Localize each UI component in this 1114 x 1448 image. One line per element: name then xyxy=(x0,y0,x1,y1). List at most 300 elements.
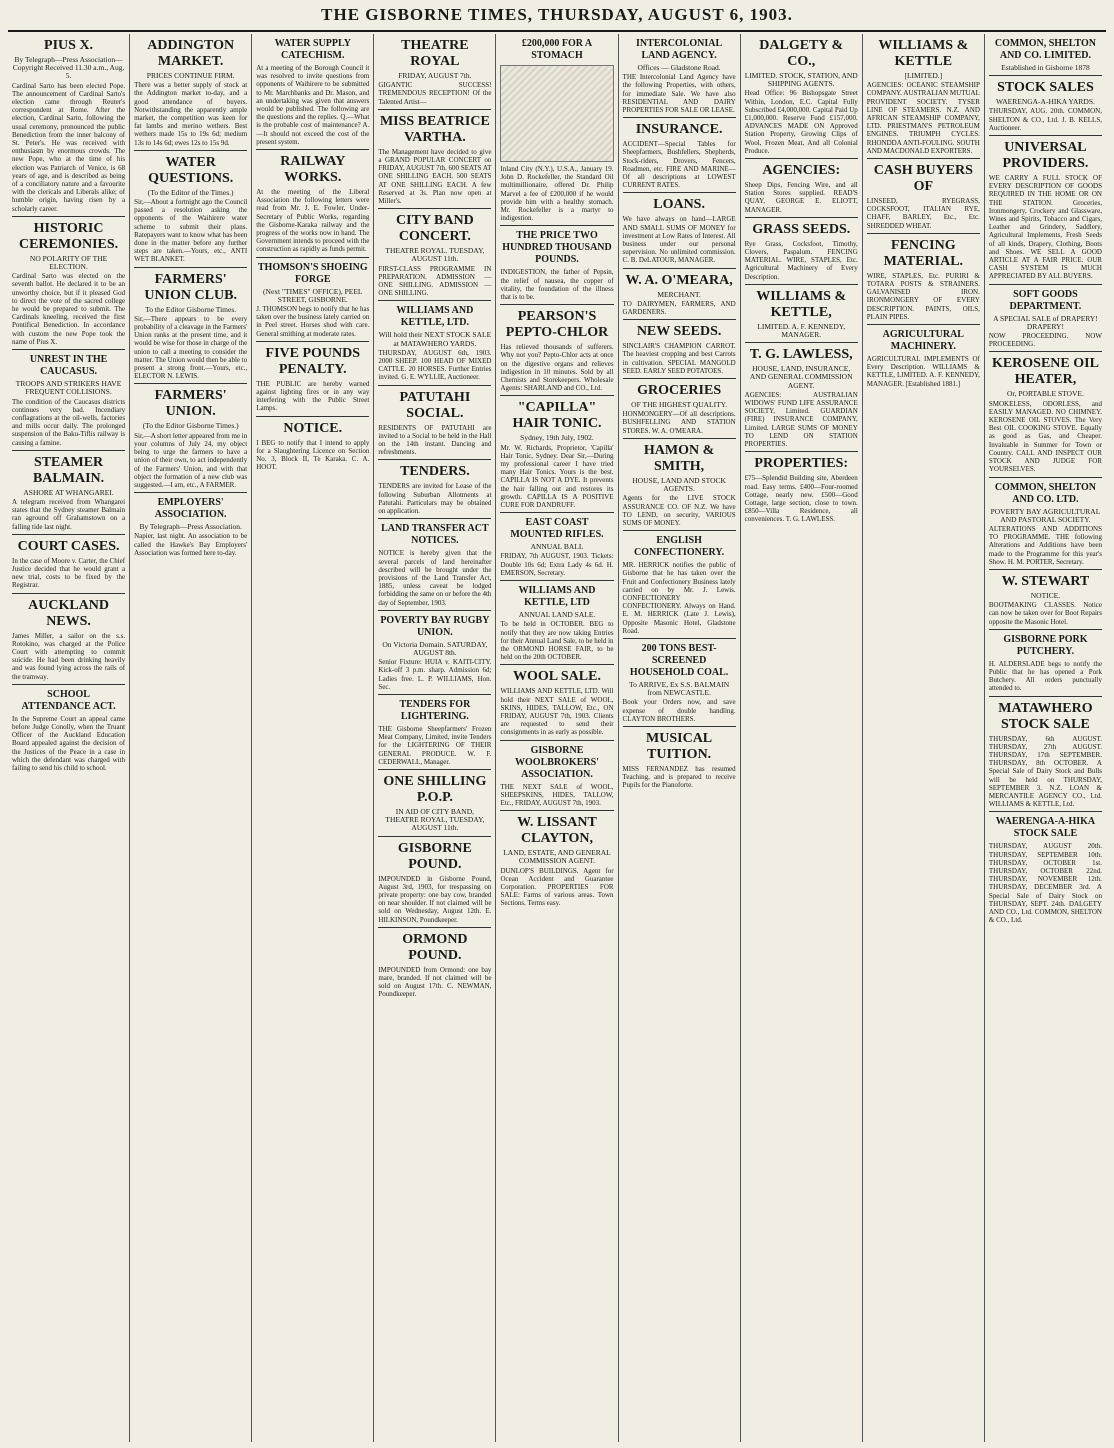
article-separator xyxy=(989,569,1102,570)
article-body: IMPOUNDED from Ormond: one bay mare, branded. If not claimed will be sold on August 17th. C. NEWMAN, Poundkeeper. xyxy=(378,965,492,999)
article-heading: GROCERIES xyxy=(637,383,722,399)
article xyxy=(12,534,125,590)
article xyxy=(500,512,613,577)
article-body: James Miller, a sailor on the s.s. Rotokino, was charged at the Police Court with attempting to commit suicide. He had been drinking heavily and was found lying across the rails of the tramway. xyxy=(12,631,126,681)
article-separator xyxy=(12,593,125,594)
article xyxy=(989,75,1102,132)
article xyxy=(500,740,613,808)
article xyxy=(989,284,1102,349)
article-separator xyxy=(378,927,491,928)
column-3 xyxy=(252,34,374,1442)
article xyxy=(134,383,247,489)
article-heading: 200 TONS BEST-SCREENED HOUSEHOLD COAL. xyxy=(629,642,729,678)
article-heading: PIUS X. xyxy=(44,38,94,53)
article-separator xyxy=(623,268,736,269)
article-body: GIGANTIC SUCCESS! TREMENDOUS RECEPTION! Of the Talented Artist— xyxy=(378,81,492,106)
article xyxy=(500,580,613,661)
article-body: THE Gisborne Sheepfarmers' Frozen Meat Company, Limited, invite Tenders for the LIGHTERING OF THEIR GENERAL PRODUCE. W. F. CEDERWALL, Manager. xyxy=(378,724,492,766)
column-4 xyxy=(374,34,496,1442)
article-heading: ADDINGTON MARKET. xyxy=(147,38,235,69)
article-separator xyxy=(500,810,613,811)
article-body: WILLIAMS AND KETTLE, LTD. Will hold their NEXT SALE of WOOL, SKINS, HIDES, TALLOW, Etc., ON FRIDAY, AUGUST 7th, 1903. Clients are requested to send their consignments in as early as possible. xyxy=(500,687,614,737)
article-body: SMOKELESS, ODORLESS, and EASILY MANAGED. NO CHIMNEY. KEROSENE OIL STOVES. The Very Best OIL COOKING STOVE. Equally as good as Gas, and Cheaper. Invaluable in Summer for Town or Country. CALL AND INSPECT OUR STOCK AND JUDGE FOR YOURSELVES. xyxy=(988,399,1102,474)
article xyxy=(867,38,980,155)
article-heading: INSURANCE. xyxy=(635,122,723,138)
article xyxy=(12,216,125,346)
article-separator xyxy=(378,610,491,611)
article-subheading: PRICES CONTINUE FIRM. xyxy=(146,71,235,80)
article-separator xyxy=(745,451,858,452)
article xyxy=(745,38,858,155)
article-separator xyxy=(745,284,858,285)
article xyxy=(378,109,491,205)
article-body: TENDERS are invited for Lease of the following Suburban Allotments at Patutahi. Particulars may be obtained on application. xyxy=(378,482,492,516)
article-subheading: Sydney, 19th July, 1902. xyxy=(520,433,594,443)
article-separator xyxy=(378,385,491,386)
article-heading: SOFT GOODS DEPARTMENT. xyxy=(1009,288,1082,312)
article-heading: POVERTY BAY RUGBY UNION. xyxy=(380,614,490,638)
article-heading: EMPLOYERS' ASSOCIATION. xyxy=(154,497,227,521)
article xyxy=(623,192,736,264)
article-subheading: LAND, ESTATE, AND GENERAL COMMISSION AGENT. xyxy=(503,848,611,866)
article xyxy=(989,569,1102,626)
article-body: DUNLOP'S BUILDINGS. Agent for Ocean Accident and Guarantee Corporation. PROPERTIES FOR SALE: Farms of various areas. Town Sections. Terms easy. xyxy=(500,866,614,908)
article-heading: WATER SUPPLY CATECHISM. xyxy=(274,38,351,61)
article-heading: FARMERS' UNION. xyxy=(154,388,227,420)
article-subheading: OF THE HIGHEST QUALITY. xyxy=(631,400,728,410)
article-heading: PEARSON'S PEPTO-CHLOR xyxy=(505,309,609,341)
article xyxy=(378,300,491,381)
article-heading: ORMOND POUND. xyxy=(402,931,468,963)
article xyxy=(989,696,1102,809)
article-separator xyxy=(500,395,613,396)
article-heading: MUSICAL TUITION. xyxy=(646,730,713,762)
article-body: Inland City (N.Y.), U.S.A., January 19. John D. Rockefeller, the Standard Oil multimillionaire, offered Dr. Philip Marvel a fee of £200,000 if he would provide him with a healthy stomach. Mr. Rockefeller is a martyr to indigestion. xyxy=(500,165,614,223)
article-body: To be held in OCTOBER. BEG to notify that they are now taking Entries for their Annual Land Sale, to be held in the ORMOND HORSE FAIR, to be held on the 20th OCTOBER. xyxy=(500,620,614,662)
article-subheading: By Telegraph—Press Association. xyxy=(139,522,242,532)
article-subheading: Or, PORTABLE STOVE. xyxy=(1007,389,1084,399)
article-separator xyxy=(378,769,491,770)
article-heading: INTERCOLONIAL LAND AGENCY. xyxy=(636,38,723,61)
article-separator xyxy=(378,300,491,301)
article-heading: MISS BEATRICE VARTHA. xyxy=(379,113,490,145)
article-subheading: LIMITED. A. F. KENNEDY, MANAGER. xyxy=(757,321,846,340)
article-separator xyxy=(623,192,736,193)
article xyxy=(378,208,491,297)
article-body: MISS FERNANDEZ has resumed Teaching, and is prepared to receive Pupils for the Pianoforte. xyxy=(622,764,736,790)
article-heading: ENGLISH CONFECTIONERY. xyxy=(634,535,725,559)
article-heading: CITY BAND CONCERT. xyxy=(396,213,474,245)
article-heading: FARMERS' UNION CLUB. xyxy=(144,271,237,303)
article-separator xyxy=(12,349,125,350)
column-2 xyxy=(130,34,252,1442)
article xyxy=(989,135,1102,281)
column-9 xyxy=(985,34,1106,1442)
article-heading: WILLIAMS & KETTLE xyxy=(878,38,969,69)
article-subheading: HOUSE, LAND, INSURANCE, AND GENERAL COMMISSION AGENT. xyxy=(749,364,853,390)
article-heading: AGRICULTURAL MACHINERY. xyxy=(882,329,964,353)
article-body: The condition of the Caucasus districts continues very bad. Incendiary conflagrations at the oil-wells, factories and mills occur daily. The prolonged suspension of the Baku-Tiflis railway is causing a famine. xyxy=(12,397,126,447)
article-heading: WOOL SALE. xyxy=(513,669,601,685)
article-separator xyxy=(867,324,980,325)
article-body: Agents for the LIVE STOCK ASSURANCE CO. OF N.Z. We have TO LEND, on security, VARIOUS SUMS OF MONEY. xyxy=(622,494,736,527)
article xyxy=(12,593,125,681)
article xyxy=(623,38,736,114)
article-heading: STOCK SALES xyxy=(997,80,1094,96)
article-body: AGENCIES: OCEANIC STEAMSHIP COMPANY. AUSTRALIAN MUTUAL PROVIDENT SOCIETY. TYSER LINE OF STEAMERS. N.Z. AND AFRICAN STEAMSHIP COMPANY, LTD. PRIESTMAN'S PETROLEUM ENGINES. TRIUMPH CYCLES. RHONDDA ANTI-FOULING. SOUTH AND MACDONALD EXPORTERS. xyxy=(866,81,980,155)
article-subheading: POVERTY BAY AGRICULTURAL AND PASTORAL SOCIETY. xyxy=(990,506,1101,524)
article-separator xyxy=(134,267,247,268)
article-subheading: To ARRIVE, Ex S.S. BALMAIN from NEWCASTLE. xyxy=(629,679,730,698)
article-body: THE NEXT SALE of WOOL, SHEEPSKINS, HIDES, TALLOW, Etc., FRIDAY, AUGUST 7th, 1903. xyxy=(500,782,614,807)
article-body: Senior Fixture: HUIA v. KAITI-CITY. Kick-off 3 p.m. sharp. Admission 6d; Ladies free. L. P. WILLIAMS, Hon. Sec. xyxy=(378,658,492,691)
article-separator xyxy=(500,740,613,741)
article xyxy=(867,324,980,388)
article-separator xyxy=(745,342,858,343)
article xyxy=(378,459,491,515)
article-heading: FIVE POUNDS PENALTY. xyxy=(265,345,361,377)
article-heading: MATAWHERO STOCK SALE xyxy=(998,700,1093,732)
masthead-title: THE GISBORNE TIMES, THURSDAY, AUGUST 6, 1903. xyxy=(321,5,793,24)
illustration xyxy=(500,65,613,162)
article-separator xyxy=(134,383,247,384)
article-heading: THEATRE ROYAL xyxy=(401,38,469,69)
article-heading: GRASS SEEDS. xyxy=(752,221,851,237)
article xyxy=(378,385,491,457)
article-body: At the meeting of the Liberal Association the following letters were read from Mr. J. E. Fowler, Under-Secretary of Public Works, regarding the Gisborne-Karaka railway and the progress of the works now in hand. The Government intends to proceed with the construction as rapidly as funds permit. xyxy=(256,188,370,254)
article-body: THE Intercolonial Land Agency have the following Properties, with others, for immediate Sale. We have also RESIDENTIAL AND DAIRY PROPERTIES FOR SALE OR LEASE. xyxy=(622,73,736,115)
article-heading: T. G. LAWLESS, xyxy=(749,347,853,363)
article xyxy=(745,158,858,214)
article-heading: AGENCIES: xyxy=(762,163,841,179)
article-body: Book your Orders now, and save expense of double handling. CLAYTON BROTHERS. xyxy=(622,698,736,723)
column-6 xyxy=(619,34,741,1442)
article-separator xyxy=(500,664,613,665)
article-separator xyxy=(623,726,736,727)
article-separator xyxy=(378,208,491,209)
article-separator xyxy=(500,304,613,305)
article-body: WIRE, STAPLES, Etc. PURIRI & TOTARA POSTS & STRAINERS. GALVANISED IRON. IRONMONGERY OF EVERY DESCRIPTION. PAINTS, OILS, PLAIN PIPES. xyxy=(866,271,980,321)
article-body: THURSDAY, AUGUST 20th. THURSDAY, SEPTEMBER 10th. THURSDAY, OCTOBER 1st. THURSDAY, OCTOBER 22nd. THURSDAY, NOVEMBER 12th. THURSDAY, DECEMBER 3rd. A Special Sale of Dairy Stock on THURSDAY, SEPT. 24th. DALGETY AND CO., Ltd. COMMON, SHELTON & CO., Ltd. xyxy=(988,842,1102,925)
article-separator xyxy=(256,416,369,417)
article-body: RESIDENTS OF PATUTAHI are invited to a Social to be held in the Hall on the 14th instant. Dancing and refreshments. xyxy=(378,423,492,457)
article-heading: W. STEWART xyxy=(1001,573,1090,589)
article-body: IMPOUNDED in Gisborne Pound, August 3rd, 1903, for trespassing on private property: one bay cow, branded on near shoulder. If not claimed will be sold on Wednesday, August 12th. E. HILKINSON, Poundkeeper. xyxy=(378,874,492,924)
article-subheading: HOUSE, LAND AND STOCK AGENTS. xyxy=(632,475,726,494)
article xyxy=(134,492,247,557)
article xyxy=(378,769,491,833)
article-separator xyxy=(745,158,858,159)
article-heading: GISBORNE POUND. xyxy=(397,840,472,872)
article-subheading: (To the Editor Gisborne Times.) xyxy=(142,421,239,431)
article-separator xyxy=(989,351,1102,352)
article-body: A telegram received from Whangarei states that the Sydney steamer Balmain ran aground off Grahamstown on a falling tide last night. xyxy=(12,497,126,531)
article xyxy=(623,638,736,723)
article-heading: THE PRICE TWO HUNDRED THOUSAND POUNDS. xyxy=(502,230,612,266)
article-separator xyxy=(134,492,247,493)
article-separator xyxy=(623,638,736,639)
article xyxy=(745,451,858,523)
article-body: MR. HERRICK notifies the public of Gisborne that he has taken over the Fruit and Confectionery Business lately carried on by Mr. J. Lewis. CONFECTIONERY CONFECTIONERY. Always on Hand. E. M. HERRICK (Late J. Lewis), Opposite Masonic Hotel, Gladstone Road. xyxy=(622,561,736,635)
article-subheading: NO POLARITY OF THE ELECTION. xyxy=(29,253,108,272)
article-heading: COMMON, SHELTON AND CO. LTD. xyxy=(994,481,1096,505)
article xyxy=(12,38,125,213)
article-body: There was a better supply of stock at the Addington market to-day, and a good attendance of buyers. Notwithstanding the apparently ample market, the competition was keen for fat lambs and merino wethers. Best wethers made 15s to 19s 6d; medium 13s to 14s 6d; ewes 12s to 15s 9d. xyxy=(134,81,248,147)
article-body: THE PUBLIC are hereby warned against lighting fires or in any way interfering with the Public Street Lamps. xyxy=(256,379,370,413)
article-subheading: ANNUAL BALL xyxy=(530,542,584,552)
article-heading: DALGETY & CO., xyxy=(759,38,844,69)
article-body: J. THOMSON begs to notify that he has taken over the business lately carried on in Peel street. Horses shod with care. General smithing at moderate rates. xyxy=(256,305,370,338)
article-heading: COMMON, SHELTON AND CO. LIMITED. xyxy=(994,38,1096,61)
article-body: Sheep Dips, Fencing Wire, and all Station Stores supplied. READ'S QUAY, GEORGE E. ELIOTT, MANAGER. xyxy=(744,181,858,214)
article xyxy=(989,351,1102,473)
article-body: H. ALDERSLADE begs to notify the Public that he has opened a Pork Butchery. All orders punctually attended to. xyxy=(988,659,1102,693)
article-heading: WAERENGA-A-HIKA STOCK SALE xyxy=(995,816,1096,840)
article-subheading: On Victoria Domain. SATURDAY, AUGUST 8th. xyxy=(382,639,488,657)
article-separator xyxy=(623,378,736,379)
article-separator xyxy=(867,158,980,159)
article xyxy=(134,38,247,147)
article xyxy=(378,927,491,999)
article-separator xyxy=(378,836,491,837)
article-subheading: FRIDAY, AUGUST 7th. xyxy=(398,71,472,80)
article-body: TO DAIRYMEN, FARMERS, AND GARDENERS. xyxy=(622,299,736,317)
article-body: HONMONGERY—Of all descriptions. BUSHFELLING AND STATION STORES. W. A. O'MEARA. xyxy=(622,410,736,435)
article-heading: UNIVERSAL PROVIDERS. xyxy=(1002,140,1089,172)
article-body: We have always on hand—LARGE AND SMALL SUMS OF MONEY for investment at Low Rates of Interest. All business under our personal supervision. No unlimited commission. C. B. DeLATOUR, MANAGER. xyxy=(622,215,736,265)
article xyxy=(989,477,1102,566)
article-heading: TENDERS. xyxy=(400,464,470,480)
article xyxy=(378,836,491,924)
article-body: Napier, last night. An association to be called the Hawke's Bay Employers' Association was formed here to-day. xyxy=(134,532,248,557)
article-separator xyxy=(12,450,125,451)
article-body: Sir,—There appears to be every probability of a cleavage in the Farmers' Union ranks at the present time, and it would be wise for those in charge of the union to call a meeting to consider the matter. The Union would then be able to present a strong front.—Yours, etc., ELECTOR N. LEWIS. xyxy=(134,314,248,381)
article-body: AGENCIES: AUSTRALIAN WIDOWS' FUND LIFE ASSURANCE SOCIETY, Limited. GUARDIAN (FIRE) INSURANCE COMPANY, Limited. LARGE SUMS OF MONEY TO LEND ON STATION PROPERTIES. xyxy=(744,390,858,449)
article xyxy=(500,395,613,509)
article-separator xyxy=(623,530,736,531)
article-body: THURSDAY, AUG. 20th. COMMON, SHELTON & CO., Ltd. J. B. KELLS, Auctioneer. xyxy=(988,107,1102,132)
article-heading: LAND TRANSFER ACT NOTICES. xyxy=(381,523,489,547)
article-subheading: Offices — Gladstone Road. xyxy=(637,63,721,72)
column-1 xyxy=(8,34,130,1442)
article xyxy=(989,811,1102,924)
article-body: At a meeting of the Borough Council it was resolved to invite questions from opponents of Waihirere to be submitted to Mr. Marchbanks and Dr. Mason, and an undertaking was given that answers would be published. The following are the questions and the replies. Q.—What is the probable cost of maintenance? A.—It should not exceed the cost of the present system. xyxy=(256,64,370,146)
article xyxy=(378,694,491,766)
article-subheading: Will hold their NEXT STOCK SALE at MATAWHERO YARDS. xyxy=(378,330,492,348)
columns xyxy=(8,34,1106,1442)
article-body: NOTICE is hereby given that the several parcels of land hereinafter described will be brought under the provisions of the Land Transfer Act, 1885, unless caveat be lodged forbidding the same on or before the 4th day of September, 1903. xyxy=(378,549,492,607)
article-body: The Management have decided to give a GRAND POPULAR CONCERT on FRIDAY, AUGUST 7th. 600 SEATS AT ONE SHILLING EACH. 500 SEATS AT ONE SHILLING EACH. A few Reserved at 3s. Plan now open at Miller's. xyxy=(378,147,492,206)
article-separator xyxy=(12,216,125,217)
article-body: I BEG to notify that I intend to apply for a Slaughtering Licence on Section No. 3, Block II, Te Karaka. C. A. HOOT. xyxy=(256,438,370,472)
article-body: INDIGESTION, the father of Pepsin, the relief of nausea, the copper of vitality, the foundation of the illness that is to be. xyxy=(500,268,614,302)
article-separator xyxy=(989,696,1102,697)
article-separator xyxy=(256,149,369,150)
article-heading: WILLIAMS AND KETTLE, LTD xyxy=(518,585,596,609)
article-body: In the case of Moore v. Carter, the Chief Justice decided that he would grant a new trial, costs to be fixed by the Registrar. xyxy=(12,556,126,590)
article-subheading: MERCHANT. xyxy=(657,289,701,299)
article xyxy=(256,149,369,254)
article xyxy=(745,284,858,339)
article-body: ALTERATIONS AND ADDITIONS TO PROGRAMME. THE following Alterations and Additions have been made to the Programme for this year's Show. H. M. PORTER, Secretary. xyxy=(988,524,1102,566)
article-subheading: THEATRE ROYAL. TUESDAY, AUGUST 11th. xyxy=(385,246,485,264)
article-heading: FENCING MATERIAL. xyxy=(883,237,964,269)
article-subheading: ASHORE AT WHANGAREI. xyxy=(23,487,114,497)
article-separator xyxy=(500,512,613,513)
article-separator xyxy=(378,109,491,110)
article-heading: W. A. O'MEARA, xyxy=(625,272,733,288)
article-separator xyxy=(12,684,125,685)
article-subheading: To the Editor Gisborne Times. xyxy=(145,304,237,314)
article-body: ACCIDENT—Special Tables for Sheepfarmers, Bushfellers, Shepherds, Stock-riders, Drovers, Fencers, Roadmen, etc. FIRE AND MARINE—Of all descriptions at LOWEST CURRENT RATES. xyxy=(622,140,736,190)
article xyxy=(256,416,369,472)
article-body: Cardinal Sarto was elected on the seventh ballot. He declared it to be an unworthy choice, but if it pleased God to direct the vote of the sacred college he would be prepared to submit. The Cardinals kneeling, received the first Pontifical Benediction. In accordance with custom the new Pope took the name of Pius X. xyxy=(12,272,126,346)
article-body: £75—Splendid Building site, Aberdeen road. Easy terms. £400—Four-roomed Cottage, nearly new. £500—Good Cottage, large section, close to town. £850—Villa Residence, all conveniences. T. G. LAWLESS. xyxy=(744,474,858,524)
article-body: Sir,—About a fortnight ago the Council passed a resolution asking the opponents of the Waihirere water scheme to submit their plans. Ratepayers want to know what has been done in the matter before any further steps are taken.—Yours, etc., ANTI WET BLANKET. xyxy=(134,198,248,264)
article xyxy=(378,518,491,606)
article-heading: LOANS. xyxy=(653,197,705,213)
article xyxy=(500,225,613,301)
article-heading: EAST COAST MOUNTED RIFLES. xyxy=(510,517,604,541)
article-subheading: [LIMITED.] xyxy=(904,71,943,80)
article-heading: GISBORNE WOOLBROKERS' ASSOCIATION. xyxy=(515,744,599,780)
column-7 xyxy=(741,34,863,1442)
article-subheading: IN AID OF CITY BAND, THEATRE ROYAL, TUESDAY, AUGUST 11th. xyxy=(385,806,485,833)
article-body: Has relieved thousands of sufferers. Why not you? Pepto-Chlor acts at once on the digestive organs and relieves indigestion in 10 minutes. Sold by all Chemists and Storekeepers. Wholesale Agents: SHARLAND and CO., Ltd. xyxy=(500,343,614,393)
article-subheading: Established in Gisborne 1878 xyxy=(1001,63,1090,72)
article xyxy=(256,341,369,413)
article-heading: RAILWAY WORKS. xyxy=(280,154,346,186)
article-body: Rye Grass, Cocksfoot, Timothy, Clovers, Paspalum. FENCING MATERIAL. WIRE, STAPLES, Etc. Agricultural Machinery of Every Description. xyxy=(744,239,858,281)
article-heading: STEAMER BALMAIN. xyxy=(32,454,105,486)
article-separator xyxy=(256,341,369,342)
article-heading: UNREST IN THE CAUCASUS. xyxy=(29,354,108,378)
article xyxy=(256,38,369,146)
article xyxy=(256,257,369,338)
article-separator xyxy=(378,459,491,460)
article-heading: HAMON & SMITH, xyxy=(643,442,715,474)
article xyxy=(867,158,980,230)
article xyxy=(745,217,858,281)
article-heading: WATER QUESTIONS. xyxy=(148,154,234,186)
article-separator xyxy=(378,694,491,695)
article-subheading: LIMITED. STOCK, STATION, AND SHIPPING AGENTS. xyxy=(744,71,858,89)
article-subheading: (To the Editor of the Times.) xyxy=(147,187,234,197)
article xyxy=(500,810,613,907)
article xyxy=(134,267,247,381)
article-separator xyxy=(256,257,369,258)
article-heading: THOMSON'S SHOEING FORGE xyxy=(257,261,368,285)
article-heading: NEW SEEDS. xyxy=(636,324,722,340)
article-separator xyxy=(623,319,736,320)
article-separator xyxy=(623,438,736,439)
article xyxy=(623,726,736,790)
article-separator xyxy=(867,233,980,234)
article-separator xyxy=(989,284,1102,285)
article-subheading: WAERENGA-A-HIKA YARDS. xyxy=(995,97,1095,107)
article-heading: WILLIAMS AND KETTLE, LTD. xyxy=(396,305,474,329)
article xyxy=(623,117,736,189)
article-heading: "CAPILLA" HAIR TONIC. xyxy=(512,400,602,432)
article-heading: PROPERTIES: xyxy=(754,456,849,472)
article-heading: TENDERS FOR LIGHTERING. xyxy=(399,698,471,722)
article-body: SINCLAIR'S CHAMPION CARROT. The heaviest cropping and best Carrots in cultivation. SPECIAL MANGOLD SEED. EARLY SEED POTATOES. xyxy=(622,342,736,375)
article xyxy=(12,450,125,531)
article-separator xyxy=(12,534,125,535)
article xyxy=(623,378,736,435)
article-separator xyxy=(989,75,1102,76)
article-body: FRIDAY, 7th AUGUST, 1903. Tickets: Double 10s 6d; Extra Lady 4s 6d. H. EMERSON, Secretary. xyxy=(500,552,614,577)
article-body: WE CARRY A FULL STOCK OF EVERY DESCRIPTION OF GOODS REQUIRED IN THE HOME OR ON THE STATION. Groceries, Ironmongery, Crockery and Glassware, Wines and Spirits, Tobacco and Cigars, Leather and Grindery, Saddlery, Agricultural Implements, Fresh Seeds of all kinds, Drapery, Clothing, Boots and Shoes. WE SELL A GOOD ARTICLE AT A FAIR PRICE. OUR CASH SYSTEM IS MUCH APPRECIATED BY ALL BUYERS. xyxy=(988,174,1102,281)
article-heading: COURT CASES. xyxy=(17,538,120,554)
article-heading: SCHOOL ATTENDANCE ACT. xyxy=(21,688,116,712)
article-body: In the Supreme Court an appeal came before Judge Conolly, when the Truant Officer of the Auckland Education Board appealed against the decision of the Justices of the Peace in a case in which the defendant was charged with failing to send his child to school. xyxy=(12,714,126,772)
article xyxy=(623,268,736,317)
article-separator xyxy=(989,477,1102,478)
article xyxy=(867,233,980,321)
article-body: THURSDAY, 6th AUGUST. THURSDAY, 27th AUGUST. THURSDAY, 17th SEPTEMBER. THURSDAY, 8th OCTOBER. A Special Sale of Dairy Stock and Bulls will be held on THURSDAY, SEPTEMBER 3. N.Z. LOAN & MERCANTILE AGENCY CO., Ltd. WILLIAMS & KETTLE, Ltd. xyxy=(988,734,1102,809)
article-separator xyxy=(500,225,613,226)
article-heading: CASH BUYERS OF xyxy=(873,163,973,195)
article-subheading: By Telegraph—Press Association—Copyright Received 11.30 a.m., Aug. 5. xyxy=(12,55,125,81)
article-heading: HISTORIC CEREMONIES. xyxy=(18,220,119,252)
masthead-rule xyxy=(8,30,1106,32)
article xyxy=(989,38,1102,72)
article-body: AGRICULTURAL IMPLEMENTS Of Every Description. WILLIAMS & KETTLE, LIMITED. A. F. KENNEDY, MANAGER. [Established 1881.] xyxy=(866,355,980,388)
article xyxy=(378,610,491,691)
article-heading: AUCKLAND NEWS. xyxy=(28,597,109,629)
article-separator xyxy=(745,217,858,218)
article xyxy=(12,349,125,447)
article-heading: GISBORNE PORK PUTCHERY. xyxy=(1003,633,1088,657)
article-subheading: (Next "TIMES" OFFICE), PEEL STREET, GISBORNE. xyxy=(263,286,363,304)
article-separator xyxy=(989,811,1102,812)
article-heading: ONE SHILLING P.O.P. xyxy=(383,773,487,805)
article-body: BOOTMAKING CLASSES. Notice can now be taken over for Boot Repairs opposite the Masonic Hotel. xyxy=(988,601,1102,626)
article xyxy=(623,319,736,375)
article-heading: KEROSENE OIL HEATER, xyxy=(991,356,1099,388)
article-separator xyxy=(623,117,736,118)
article-body: FIRST-CLASS PROGRAMME IN PREPARATION. ADMISSION — ONE SHILLING. ADMISSION — ONE SHILLING. xyxy=(378,264,492,298)
article-subheading: NOTICE. xyxy=(1030,590,1061,600)
article xyxy=(500,664,613,736)
column-5 xyxy=(496,34,618,1442)
article xyxy=(623,438,736,527)
article-separator xyxy=(134,150,247,151)
article-body: Mr. W. Richards, Proprietor, 'Capilla' Hair Tonic, Sydney. Dear Sir,—During my professional career I have tried many Hair Tonics. Yours is the best. CAPILLA IS NOT A DYE. It prevents the hair falling out and restores its growth. CAPILLA IS A POSITIVE CURE FOR DANDRUFF. xyxy=(500,443,614,510)
article-body: Cardinal Sarto has been elected Pope. The announcement of Cardinal Sarto's election came through Reuter's correspondent at Rome. After the election, Cardinal Sarto, following the usual ceremony, pronounced the public Benediction from the inner balcony of St. Peter's. He was received with enthusiasm by enormous crowds. The new Pope, who at the time of his election was Patriarch of Venice, is 68 years of age, and is described as being of a conciliatory nature and a favourite with the clericals and Liberals alike; of humble origin, having risen by a scholarly career. xyxy=(12,81,126,213)
article-separator xyxy=(500,580,613,581)
article xyxy=(500,38,613,222)
article xyxy=(500,304,613,392)
article-separator xyxy=(989,629,1102,630)
article-body: Sir,—A short letter appeared from me in your columns of July 24, my object being to urge the farmers to have a union of their own, to act independently of the Farmers' Union, and with that object the formation of a new club was suggested.—I am, etc., A FARMER. xyxy=(134,431,248,489)
article-heading: NOTICE. xyxy=(283,420,343,436)
article xyxy=(134,150,247,264)
article-subheading: TROOPS AND STRIKERS HAVE FREQUENT COLLISIONS. xyxy=(15,379,122,397)
article-separator xyxy=(378,518,491,519)
article-separator xyxy=(989,135,1102,136)
article-subheading: ANNUAL LAND SALE. xyxy=(518,610,596,620)
article-body: NOW PROCEEDING. NOW PROCEEDING. xyxy=(988,332,1102,349)
article xyxy=(623,530,736,635)
article-heading: W. LISSANT CLAYTON, xyxy=(517,815,597,847)
article xyxy=(989,629,1102,693)
article xyxy=(745,342,858,448)
article-subheading: A SPECIAL SALE of DRAPERY! DRAPERY! xyxy=(993,313,1098,331)
article-heading: PATUTAHI SOCIAL. xyxy=(399,389,471,421)
article-heading: £200,000 FOR A STOMACH xyxy=(521,38,593,61)
